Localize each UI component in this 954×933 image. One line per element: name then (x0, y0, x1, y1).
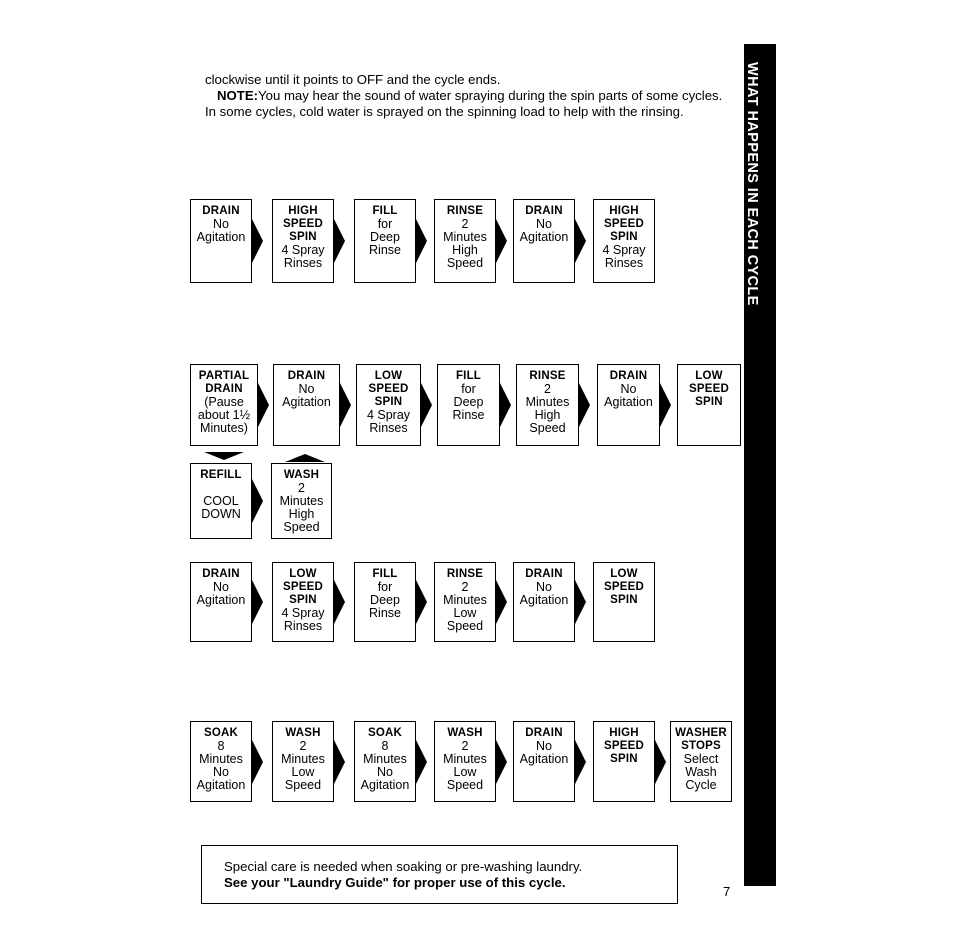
step-title: DRAIN (525, 205, 563, 217)
step-box-fill (354, 562, 416, 642)
step-title: WASH (283, 469, 320, 481)
step-title: PARTIAL (198, 370, 250, 382)
step-box-fill (354, 199, 416, 283)
step-detail: for (377, 217, 393, 231)
step-box-drain (513, 199, 575, 283)
step-detail: Cycle (685, 778, 717, 792)
step-detail: COOL (203, 494, 239, 508)
step-detail: Minutes (363, 752, 407, 766)
step-detail: Agitation (196, 593, 246, 607)
step-title: SPEED (604, 218, 644, 230)
step-detail: Low (291, 765, 315, 779)
step-title: STOPS (681, 740, 721, 752)
step-detail: Minutes (281, 752, 325, 766)
flow-arrow (574, 575, 586, 629)
step-detail: Deep (370, 593, 400, 607)
step-title: SPEED (689, 383, 729, 395)
step-title: DRAIN (202, 205, 240, 217)
step-box-high-speed-spin (272, 199, 334, 283)
step-box-rinse (434, 562, 496, 642)
step-title: FILL (455, 370, 482, 382)
step-detail: Agitation (282, 395, 331, 409)
step-title: DRAIN (202, 568, 240, 580)
step-detail: Rinse (452, 408, 485, 422)
step-detail: Speed (283, 520, 320, 534)
step-title: REFILL (200, 469, 242, 481)
step-title: HIGH (609, 727, 639, 739)
step-box-drain (190, 199, 252, 283)
step-box-drain (190, 562, 252, 642)
step-box-soak (354, 721, 416, 802)
step-box-wash (272, 721, 334, 802)
flow-arrow (333, 735, 345, 789)
step-detail: Minutes (443, 752, 487, 766)
step-detail: Select (683, 752, 719, 766)
step-box-wash (271, 463, 332, 539)
step-box-low-speed-spin (356, 364, 421, 446)
step-detail: 2 (299, 739, 307, 753)
step-detail: Agitation (519, 593, 569, 607)
step-box-low-speed-spin (593, 562, 655, 642)
step-title: SOAK (367, 727, 403, 739)
step-detail: High (534, 408, 561, 422)
step-detail: Speed (529, 421, 566, 435)
step-detail: Low (453, 765, 477, 779)
step-title: SPEED (604, 740, 644, 752)
step-detail: 2 (298, 481, 305, 495)
step-detail: High (288, 507, 315, 521)
flow-arrow (420, 378, 432, 432)
step-title: SOAK (203, 727, 239, 739)
step-detail: Minutes (525, 395, 570, 409)
step-detail: Rinse (369, 243, 401, 257)
step-detail: Speed (446, 256, 484, 270)
flow-arrow (251, 575, 263, 629)
step-title: FILL (372, 205, 398, 217)
step-detail: 8 (381, 739, 389, 753)
flow-arrow (257, 378, 269, 432)
step-box-fill (437, 364, 500, 446)
step-box-low-speed-spin (677, 364, 741, 446)
step-detail: No (536, 217, 552, 231)
step-title: WASHER (675, 727, 727, 739)
step-detail: Agitation (519, 230, 569, 244)
care-note-line2: See your "Laundry Guide" for proper use of this cycle. (224, 875, 566, 890)
step-detail: 8 (217, 739, 225, 753)
step-title: DRAIN (525, 568, 563, 580)
step-detail: Rinses (283, 256, 323, 270)
step-title: RINSE (529, 370, 566, 382)
step-detail: Minutes) (200, 421, 248, 435)
step-box-drain (513, 721, 575, 802)
note-text: You may hear the sound of water spraying during the spin parts of some cycles. In some cycles, cold water is sprayed on the spinning load to help with the rinsing. (205, 88, 723, 119)
step-detail: Rinse (369, 606, 401, 620)
flow-arrow (654, 735, 666, 789)
flow-arrow (415, 735, 427, 789)
flow-arrow-down (204, 449, 244, 467)
step-box-rinse (516, 364, 579, 446)
step-title: HIGH (288, 205, 318, 217)
step-title: WASH (285, 727, 321, 739)
step-title: DRAIN (609, 370, 648, 382)
step-title: SPIN (289, 594, 317, 606)
step-title: LOW (289, 568, 317, 580)
flow-arrow (415, 575, 427, 629)
step-box-drain (513, 562, 575, 642)
step-box-washer-stops (670, 721, 732, 802)
step-title: LOW (610, 568, 638, 580)
sidebar-title: WHAT HAPPENS IN EACH CYCLE (744, 62, 760, 306)
flow-arrow (574, 214, 586, 268)
step-title: DRAIN (205, 383, 243, 395)
step-detail: Wash (685, 765, 717, 779)
step-detail: High (452, 243, 478, 257)
step-title: FILL (372, 568, 398, 580)
step-title: RINSE (446, 568, 484, 580)
flow-arrow (495, 575, 507, 629)
step-detail: 4 Spray (366, 408, 411, 422)
step-box-drain (597, 364, 660, 446)
step-detail: Speed (446, 619, 484, 633)
intro-line: clockwise until it points to OFF and the cycle ends. (205, 72, 501, 87)
flow-arrow (659, 378, 671, 432)
care-note-line1: Special care is needed when soaking or pre-washing laundry. (224, 859, 583, 874)
step-title: LOW (374, 370, 403, 382)
step-detail: Rinses (604, 256, 644, 270)
flow-arrow-up (285, 451, 325, 469)
step-detail: Speed (446, 778, 484, 792)
step-title: DRAIN (287, 370, 326, 382)
flow-arrow (574, 735, 586, 789)
step-title: SPIN (610, 594, 638, 606)
flow-arrow (415, 214, 427, 268)
step-title: DRAIN (525, 727, 563, 739)
step-detail: Minutes (443, 230, 487, 244)
step-detail: Agitation (360, 778, 410, 792)
step-detail: 4 Spray (281, 243, 325, 257)
step-box-drain (273, 364, 340, 446)
step-title: SPIN (610, 231, 638, 243)
step-box-wash (434, 721, 496, 802)
step-detail: No (620, 382, 637, 396)
step-detail: No (377, 765, 393, 779)
step-detail: Agitation (196, 230, 246, 244)
step-detail: 2 (544, 382, 551, 396)
step-box-high-speed-spin (593, 721, 655, 802)
flow-arrow (499, 378, 511, 432)
step-detail: for (377, 580, 393, 594)
intro-paragraph (205, 72, 735, 120)
step-detail: Deep (453, 395, 484, 409)
step-detail: 2 (461, 217, 469, 231)
step-detail: Agitation (519, 752, 569, 766)
step-detail: No (213, 765, 229, 779)
step-box-soak (190, 721, 252, 802)
flow-arrow (333, 214, 345, 268)
step-detail: Rinses (369, 421, 408, 435)
step-detail: Minutes (199, 752, 243, 766)
step-detail: No (536, 739, 552, 753)
note-paragraph (205, 88, 735, 120)
step-detail: 4 Spray (602, 243, 646, 257)
flow-arrow (251, 735, 263, 789)
step-detail: Agitation (196, 778, 246, 792)
step-title: RINSE (446, 205, 484, 217)
flow-arrow (333, 575, 345, 629)
step-box-rinse (434, 199, 496, 283)
step-detail: (Pause (204, 395, 244, 409)
step-detail: Deep (370, 230, 400, 244)
care-note-box (201, 845, 678, 904)
step-title: SPEED (368, 383, 409, 395)
step-detail: No (298, 382, 315, 396)
flow-arrow (251, 474, 263, 528)
step-detail: No (213, 217, 229, 231)
step-detail: Speed (284, 778, 322, 792)
step-detail: Minutes (279, 494, 324, 508)
step-title: HIGH (609, 205, 639, 217)
step-box-low-speed-spin (272, 562, 334, 642)
step-detail: Low (453, 606, 477, 620)
step-detail: No (536, 580, 552, 594)
flow-arrow (495, 735, 507, 789)
step-detail: No (213, 580, 229, 594)
step-detail: Minutes (443, 593, 487, 607)
step-title: SPIN (695, 396, 723, 408)
step-detail: Agitation (604, 395, 653, 409)
flow-arrow (339, 378, 351, 432)
step-box-high-speed-spin (593, 199, 655, 283)
step-box-refill (190, 463, 252, 539)
step-detail: DOWN (201, 507, 241, 521)
step-detail: 4 Spray (281, 606, 325, 620)
step-title: SPEED (283, 218, 323, 230)
flow-arrow (578, 378, 590, 432)
step-title: SPIN (289, 231, 317, 243)
step-title: LOW (695, 370, 723, 382)
step-title: WASH (447, 727, 483, 739)
note-label: NOTE: (217, 88, 259, 103)
step-detail: Rinses (283, 619, 323, 633)
flow-arrow (495, 214, 507, 268)
flow-arrow (251, 214, 263, 268)
step-title: SPEED (604, 581, 644, 593)
page-number: 7 (723, 884, 731, 899)
step-detail: for (461, 382, 476, 396)
step-title: SPIN (610, 753, 638, 765)
step-detail: 2 (461, 739, 469, 753)
step-title: SPEED (283, 581, 323, 593)
step-detail: about 1½ (197, 408, 251, 422)
step-title: SPIN (374, 396, 403, 408)
step-box-partial-drain (190, 364, 258, 446)
step-detail: 2 (461, 580, 469, 594)
